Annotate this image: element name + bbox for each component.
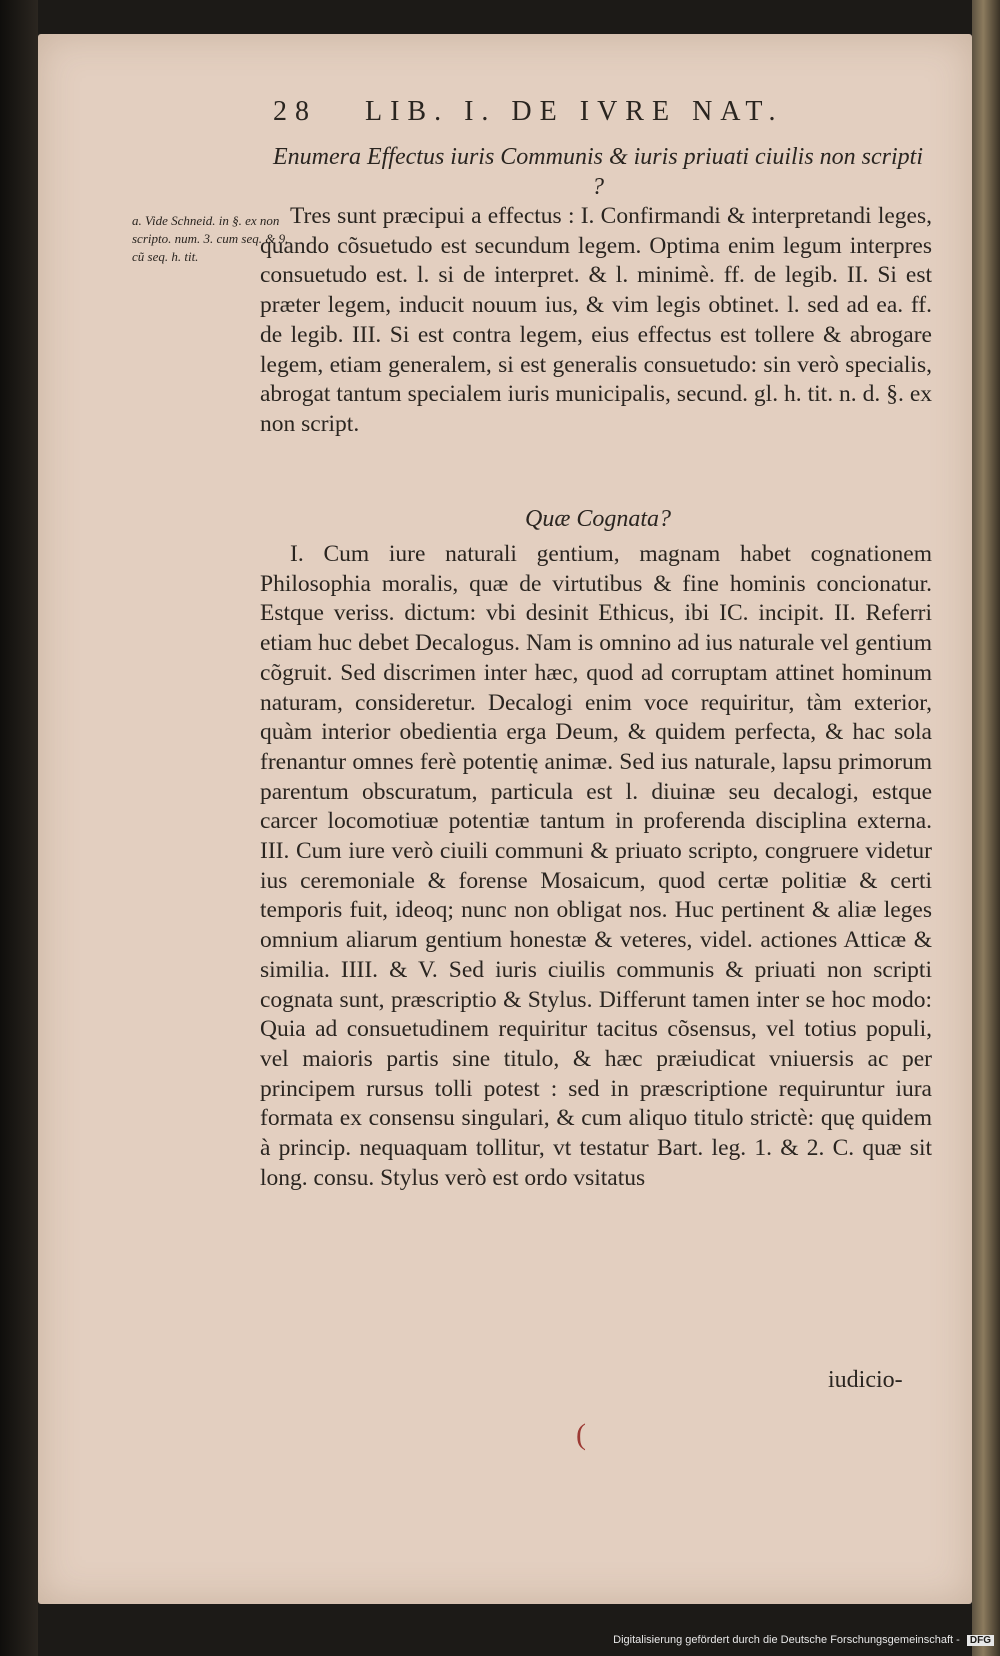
page-header: [273, 96, 873, 136]
catchword: iudicio-: [828, 1367, 903, 1393]
paragraph-effects: Tres sunt præcipui a effectus : I. Confirmandi & interpretandi leges, quando cõsuetudo est secundum legem. Optima enim legum interpres consuetudo est. l. si de interpret. & l. minimè. ff. de legib. II. Si est præter legem, inducit nouum ius, & vim legis obtinet. l. sed ad ea. ff. de legib. III. Si est contra legem, eius effectus est tollere & abrogare legem, etiam generalem, si est generalis consuetudo: sin verò specialis, abrogat tantum specialem iuris municipalis, secund. gl. h. tit. n. d. §. ex non script.: [260, 203, 932, 437]
paragraph-cognata: I. Cum iure naturali gentium, magnam habet cognationem Philosophia moralis, quæ de virtutibus & fine hominis concionatur. Estque veriss. dictum: vbi desinit Ethicus, ibi IC. incipit. II. Referri etiam huc debet Decalogus. Nam is omnino ad ius naturale vel gentium cõgruit. Sed discrimen inter hæc, quod ad corruptam attinet hominum naturam, consideretur. Decalogi enim voce requiritur, tàm exterior, quàm interior obedientia erga Deum, & quidem perfecta, & hac sola frenantur omnes ferè potentię animæ. Sed ius naturale, lapsu primorum parentum obscuratum, particula est l. diuinæ seu decalogi, estque carcer locomotiuæ potentiæ tantum in proferenda disciplina externa. III. Cum iure verò ciuili communi & priuato scripto, congruere videtur ius ceremoniale & forense Mosaicum, quod certæ politiæ & certi temporis fuit, ideoq; nunc non obligat nos. Huc pertinent & aliæ leges omnium aliarum gentium honestæ & veteres, videl. actiones Atticæ & similia. IIII. & V. Sed iuris ciuilis communis & priuati non scripti cognata sunt, præscriptio & Stylus. Differunt tamen inter se hoc modo: Quia ad consuetudinem requiritur tacitus cõsensus, vel totius populi, vel maioris partis sine titulo, & hæc præiudicat vniuersis ac per principem rursus tolli potest : sed in præscriptione requiruntur iura formata ex consensu singulari, & cum aliquo titulo strictè: quę quidem à princip. nequaquam tollitur, vt testatur Bart. leg. 1. & 2. C. quæ sit long. consu. Stylus verò est ordo vsitatus: [260, 541, 932, 1191]
dfg-logo: DFG: [967, 1635, 994, 1646]
page-number: 28: [273, 96, 317, 127]
question-heading-effects: Enumera Effectus iuris Communis & iuris priuati ciuilis non scripti ?: [272, 144, 923, 200]
running-head: LIB. I. DE IVRE NAT.: [365, 96, 784, 127]
book-page: [38, 34, 972, 1604]
credit-text: Digitalisierung gefördert durch die Deutsche Forschungsgemeinschaft -: [613, 1634, 960, 1646]
scan-left-margin: [0, 0, 38, 1656]
digitization-credit: [613, 1634, 994, 1652]
marginal-note: a. Vide Schneid. in §. ex non scripto. num. 3. cum seq. & 9. cũ seq. h. tit.: [132, 213, 289, 264]
question-heading-cognata: Quæ Cognata?: [524, 506, 671, 532]
ink-mark: (: [576, 1418, 586, 1451]
book-fore-edge: [972, 0, 1000, 1656]
